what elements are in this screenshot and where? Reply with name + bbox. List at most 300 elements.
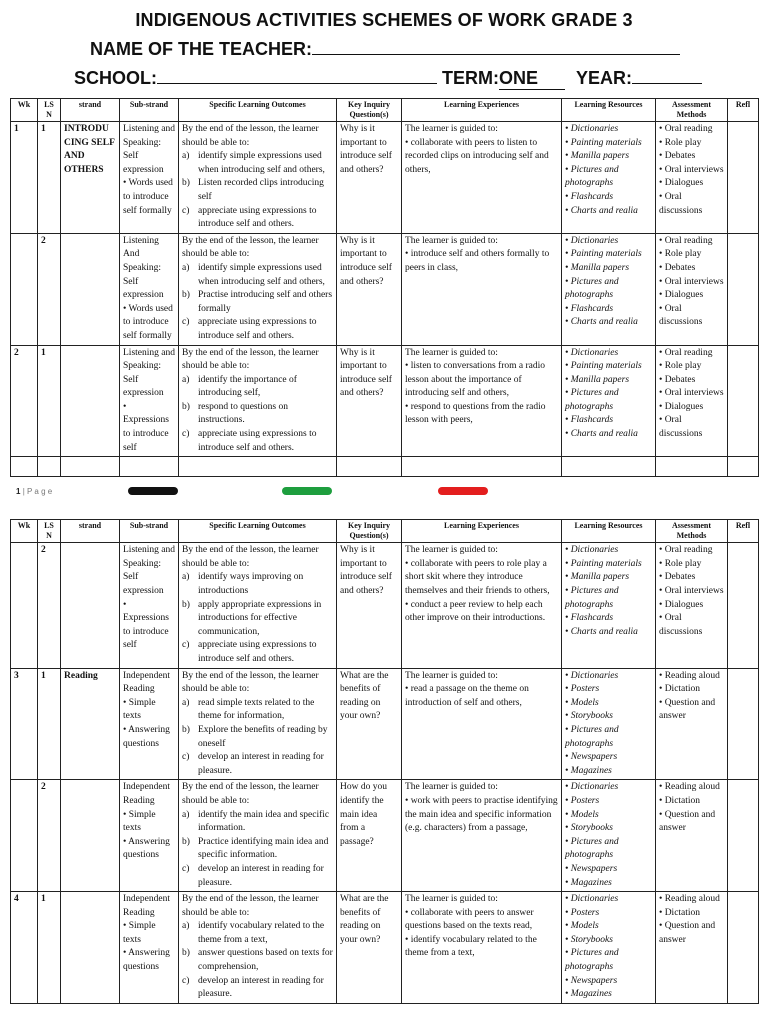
experience-line: The learner is guided to: xyxy=(405,894,498,905)
resource-item: • Charts and realia xyxy=(565,429,638,440)
strand-cell: Reading xyxy=(61,668,120,780)
outcome-text: identify the main idea and specific information. xyxy=(198,809,330,834)
column-header-learning-experiences: Learning Experiences xyxy=(402,520,562,543)
assessment-item: • Oral discussions xyxy=(659,415,703,440)
outcomes-intro: By the end of the lesson, the learner should be able to: xyxy=(182,545,319,569)
resource-item: • Manilla papers xyxy=(565,262,630,273)
outcome-text: appreciate using expressions to introduce self and others. xyxy=(198,640,317,664)
column-header-strand: strand xyxy=(61,520,120,543)
assessment-item: • Role play xyxy=(659,558,702,569)
substrand-line: • Simple texts xyxy=(123,921,156,945)
page-number-label xyxy=(16,487,52,496)
page-label: | P a g e xyxy=(22,487,53,497)
lesson-cell: 1 xyxy=(38,892,61,1004)
scheme-table-1 xyxy=(10,98,759,477)
assessment-item: • Reading aloud xyxy=(659,782,720,793)
empty-cell xyxy=(11,457,38,477)
column-header-key-inquiry-questions: Key Inquiry Question(s) xyxy=(337,99,402,122)
teacher-name-line xyxy=(0,39,768,60)
column-header-wk: Wk xyxy=(11,99,38,122)
resource-item: • Painting materials xyxy=(565,558,642,569)
green-bar-decoration xyxy=(282,487,332,495)
outcome-item xyxy=(182,374,333,401)
resource-item: • Flashcards xyxy=(565,613,614,624)
experience-line: The learner is guided to: xyxy=(405,782,498,793)
resource-item: • Magazines xyxy=(565,989,612,1000)
assessment-item: • Question and answer xyxy=(659,921,716,945)
resource-item: • Posters xyxy=(565,684,600,695)
outcome-text: identify vocabulary related to the theme from a text, xyxy=(198,921,325,945)
resource-item: • Painting materials xyxy=(565,249,642,260)
substrand-line: • Simple texts xyxy=(123,697,156,722)
resource-item: • Dictionaries xyxy=(565,670,619,681)
experience-line: The learner is guided to: xyxy=(405,670,498,681)
column-header-key-inquiry-questions: Key Inquiry Question(s) xyxy=(337,520,402,543)
document-header xyxy=(0,0,768,90)
assessment-item: • Oral discussions xyxy=(659,303,703,328)
resource-item: • Magazines xyxy=(565,877,612,888)
outcome-text: answer questions based on texts for comprehension, xyxy=(198,948,333,973)
week-cell: 4 xyxy=(11,892,38,1004)
substrand-line: • Answering questions xyxy=(123,948,170,973)
empty-row xyxy=(11,457,759,477)
substrand-line: • Answering questions xyxy=(123,724,170,749)
resource-item: • Dictionaries xyxy=(565,347,619,358)
outcome-label: a) xyxy=(182,572,190,583)
resource-item: • Newspapers xyxy=(565,975,618,986)
outcome-item xyxy=(182,724,333,751)
outcome-text: apply appropriate expressions in introductions for effective communication, xyxy=(198,599,322,637)
outcome-item xyxy=(182,751,333,778)
assessment-cell xyxy=(656,345,728,457)
learning-resources-cell xyxy=(562,345,656,457)
learning-resources-cell xyxy=(562,122,656,234)
experience-line: • collaborate with peers to listen to recorded clips on introducing self and others, xyxy=(405,137,549,175)
outcome-label: b) xyxy=(182,290,190,301)
inquiry-question-cell: Why is it important to introduce self and others? xyxy=(337,233,402,345)
year-label: YEAR: xyxy=(576,68,633,88)
substrand-line: • Words used to introduce self formally xyxy=(123,303,173,341)
assessment-item: • Oral reading xyxy=(659,124,713,134)
outcome-text: Listen recorded clips introducing self xyxy=(198,178,324,202)
assessment-item: • Role play xyxy=(659,361,702,372)
substrand-line: Independent Reading xyxy=(123,894,170,918)
assessment-cell xyxy=(656,892,728,1004)
experience-line: • introduce self and others formally to peers in class, xyxy=(405,249,550,273)
resource-item: • Charts and realia xyxy=(565,317,638,328)
substrand-line: • xyxy=(123,401,127,412)
strand-cell xyxy=(61,233,120,345)
substrand-line: Listening and Speaking: xyxy=(123,347,175,372)
outcome-item xyxy=(182,639,333,666)
assessment-item: • Oral interviews xyxy=(659,164,724,175)
resource-item: • Flashcards xyxy=(565,303,614,314)
school-label: SCHOOL: xyxy=(74,68,157,88)
substrand-line: Expressions to introduce self xyxy=(123,415,169,453)
substrand-cell xyxy=(120,780,179,892)
inquiry-question-cell: What are the benefits of reading on your own? xyxy=(337,668,402,780)
outcomes-cell xyxy=(179,543,337,668)
outcome-label: c) xyxy=(182,863,190,874)
week-cell: 1 xyxy=(11,122,38,234)
outcome-text: read simple texts related to the theme for information, xyxy=(198,697,315,722)
substrand-cell xyxy=(120,543,179,668)
column-header-lsn: LS N xyxy=(38,520,61,543)
outcome-item xyxy=(182,863,333,890)
resource-item: • Newspapers xyxy=(565,863,618,874)
learning-resources-cell xyxy=(562,780,656,892)
term-label: TERM: xyxy=(442,68,500,88)
outcomes-cell xyxy=(179,780,337,892)
assessment-cell xyxy=(656,122,728,234)
column-header-strand: strand xyxy=(61,99,120,122)
table-row xyxy=(11,345,759,457)
resource-item: • Painting materials xyxy=(565,361,642,372)
assessment-item: • Reading aloud xyxy=(659,894,720,905)
outcome-text: Explore the benefits of reading by oneself xyxy=(198,724,328,749)
outcome-label: a) xyxy=(182,809,190,820)
outcome-label: b) xyxy=(182,401,190,412)
outcome-label: b) xyxy=(182,599,190,610)
outcome-text: develop an interest in reading for pleasure. xyxy=(198,863,324,888)
resource-item: • Models xyxy=(565,809,599,820)
resource-item: • Painting materials xyxy=(565,137,642,148)
outcomes-cell xyxy=(179,345,337,457)
learning-resources-cell xyxy=(562,892,656,1004)
outcome-text: identify the importance of introducing self, xyxy=(198,374,297,399)
school-term-year-line xyxy=(0,68,768,90)
outcome-label: b) xyxy=(182,178,190,189)
week-cell: 3 xyxy=(11,668,38,780)
column-header-sub-strand: Sub-strand xyxy=(120,99,179,122)
red-bar-decoration xyxy=(438,487,488,495)
outcome-text: appreciate using expressions to introduce self and others. xyxy=(198,205,317,230)
outcome-item xyxy=(182,697,333,724)
assessment-item: • Dialogues xyxy=(659,401,704,412)
lesson-cell: 1 xyxy=(38,345,61,457)
resource-item: • Dictionaries xyxy=(565,894,619,905)
reflection-cell xyxy=(728,345,759,457)
outcome-item xyxy=(182,401,333,428)
substrand-line: Self expression xyxy=(123,276,164,301)
page-number: 1 xyxy=(16,487,21,497)
outcomes-cell xyxy=(179,122,337,234)
learning-resources-cell xyxy=(562,233,656,345)
outcome-label: a) xyxy=(182,697,190,708)
column-header-learning-resources: Learning Resources xyxy=(562,99,656,122)
strand-cell: INTRODU CING SELF AND OTHERS xyxy=(61,122,120,234)
resource-item: • Pictures and photographs xyxy=(565,724,619,749)
outcome-text: identify ways improving on introductions xyxy=(198,572,304,597)
empty-cell xyxy=(38,457,61,477)
outcome-text: Practise introducing self and others formally xyxy=(198,290,333,314)
table-row xyxy=(11,892,759,1004)
substrand-line: Self expression xyxy=(123,151,164,175)
assessment-item: • Oral discussions xyxy=(659,613,703,637)
outcome-text: respond to questions on instructions. xyxy=(198,401,288,426)
substrand-line: • Simple texts xyxy=(123,809,156,834)
outcome-item xyxy=(182,836,333,863)
outcome-item xyxy=(182,289,333,316)
strand-cell xyxy=(61,892,120,1004)
assessment-item: • Question and answer xyxy=(659,697,716,722)
inquiry-question-cell: What are the benefits of reading on your own? xyxy=(337,892,402,1004)
learning-experiences-cell xyxy=(402,122,562,234)
substrand-line: Self expression xyxy=(123,374,164,399)
outcome-label: c) xyxy=(182,429,190,440)
outcomes-cell xyxy=(179,892,337,1004)
reflection-cell xyxy=(728,543,759,668)
inquiry-question-cell: Why is it important to introduce self and others? xyxy=(337,543,402,668)
resource-item: • Pictures and photographs xyxy=(565,586,619,610)
lesson-cell: 1 xyxy=(38,122,61,234)
reflection-cell xyxy=(728,122,759,234)
outcome-label: b) xyxy=(182,724,190,735)
assessment-cell xyxy=(656,233,728,345)
outcome-label: a) xyxy=(182,374,190,385)
resource-item: • Flashcards xyxy=(565,191,614,202)
strand-cell xyxy=(61,345,120,457)
resource-item: • Charts and realia xyxy=(565,205,638,216)
substrand-line: Listening and Speaking: xyxy=(123,545,175,569)
outcome-item xyxy=(182,205,333,232)
term-value: ONE xyxy=(499,68,565,90)
assessment-cell xyxy=(656,668,728,780)
week-cell xyxy=(11,543,38,668)
outcome-item xyxy=(182,920,333,947)
outcome-label: a) xyxy=(182,262,190,273)
outcome-item xyxy=(182,428,333,455)
reflection-cell xyxy=(728,668,759,780)
outcomes-intro: By the end of the lesson, the learner should be able to: xyxy=(182,235,319,260)
assessment-item: • Question and answer xyxy=(659,809,716,834)
substrand-line: • Words used to introduce self formally xyxy=(123,178,173,216)
column-header-wk: Wk xyxy=(11,520,38,543)
column-header-learning-resources: Learning Resources xyxy=(562,520,656,543)
outcomes-cell xyxy=(179,668,337,780)
assessment-item: • Dialogues xyxy=(659,599,704,610)
assessment-cell xyxy=(656,543,728,668)
experience-line: The learner is guided to: xyxy=(405,235,498,246)
substrand-line: Listening And Speaking: xyxy=(123,235,161,273)
outcome-item xyxy=(182,599,333,640)
substrand-cell xyxy=(120,345,179,457)
empty-cell xyxy=(61,457,120,477)
empty-cell xyxy=(656,457,728,477)
inquiry-question-cell: How do you identify the main idea from a passage? xyxy=(337,780,402,892)
lesson-cell: 2 xyxy=(38,233,61,345)
outcome-label: c) xyxy=(182,317,190,328)
outcome-label: c) xyxy=(182,975,190,986)
year-blank xyxy=(632,68,702,84)
resource-item: • Pictures and photographs xyxy=(565,836,619,861)
strand-cell xyxy=(61,543,120,668)
resource-item: • Charts and realia xyxy=(565,626,638,637)
resource-item: • Pictures and photographs xyxy=(565,388,619,412)
resource-item: • Posters xyxy=(565,795,600,806)
outcome-label: c) xyxy=(182,640,190,651)
resource-item: • Manilla papers xyxy=(565,374,630,385)
black-bar-decoration xyxy=(128,487,178,495)
week-cell xyxy=(11,780,38,892)
experience-line: • respond to questions from the radio lesson with peers, xyxy=(405,401,546,426)
learning-experiences-cell xyxy=(402,345,562,457)
empty-cell xyxy=(120,457,179,477)
lesson-cell: 1 xyxy=(38,668,61,780)
assessment-item: • Debates xyxy=(659,262,696,273)
resource-item: • Dictionaries xyxy=(565,235,619,246)
column-header-lsn: LS N xyxy=(38,99,61,122)
resource-item: • Pictures and photographs xyxy=(565,276,619,301)
empty-cell xyxy=(179,457,337,477)
school-blank xyxy=(157,68,437,84)
assessment-item: • Oral reading xyxy=(659,347,713,358)
substrand-line: Expressions to introduce self xyxy=(123,613,169,651)
substrand-cell xyxy=(120,233,179,345)
empty-cell xyxy=(728,457,759,477)
learning-experiences-cell xyxy=(402,233,562,345)
outcome-label: b) xyxy=(182,948,190,959)
resource-item: • Magazines xyxy=(565,765,612,776)
empty-cell xyxy=(402,457,562,477)
outcome-label: c) xyxy=(182,752,190,763)
substrand-line: Self expression xyxy=(123,572,164,597)
assessment-cell xyxy=(656,780,728,892)
outcome-label: a) xyxy=(182,151,190,162)
experience-line: • conduct a peer review to help each other improve on their introductions. xyxy=(405,599,546,624)
experience-line: The learner is guided to: xyxy=(405,545,498,556)
reflection-cell xyxy=(728,780,759,892)
outcomes-intro: By the end of the lesson, the learner should be able to: xyxy=(182,894,319,918)
assessment-item: • Role play xyxy=(659,137,702,148)
substrand-line: Listening and Speaking: xyxy=(123,124,175,148)
learning-experiences-cell xyxy=(402,543,562,668)
column-header-reflection: Refl xyxy=(728,520,759,543)
substrand-line: Independent Reading xyxy=(123,782,170,806)
resource-item: • Dictionaries xyxy=(565,545,619,556)
lesson-cell: 2 xyxy=(38,543,61,668)
outcome-item xyxy=(182,571,333,598)
assessment-item: • Oral reading xyxy=(659,235,713,246)
outcome-text: identify simple expressions used when introducing self and others, xyxy=(198,151,325,175)
outcome-item xyxy=(182,809,333,836)
resource-item: • Posters xyxy=(565,907,600,918)
outcome-item xyxy=(182,316,333,343)
resource-item: • Models xyxy=(565,697,599,708)
learning-resources-cell xyxy=(562,668,656,780)
scheme-table-2 xyxy=(10,519,759,1004)
experience-line: • read a passage on the theme on introduction of self and others, xyxy=(405,684,529,708)
resource-item: • Models xyxy=(565,921,599,932)
substrand-line: Independent Reading xyxy=(123,670,170,695)
column-header-reflection: Refl xyxy=(728,99,759,122)
reflection-cell xyxy=(728,233,759,345)
resource-item: • Flashcards xyxy=(565,415,614,426)
table-row xyxy=(11,780,759,892)
strand-cell xyxy=(61,780,120,892)
outcome-text: appreciate using expressions to introduce self and others. xyxy=(198,429,317,453)
assessment-item: • Oral interviews xyxy=(659,276,724,287)
page-footer xyxy=(10,477,768,519)
inquiry-question-cell: Why is it important to introduce self and others? xyxy=(337,345,402,457)
column-header-assessment-methods: Assessment Methods xyxy=(656,99,728,122)
experience-line: • collaborate with peers to answer questions based on the texts read, xyxy=(405,907,534,932)
assessment-item: • Debates xyxy=(659,572,696,583)
assessment-item: • Dictation xyxy=(659,907,701,918)
assessment-item: • Dialogues xyxy=(659,178,704,189)
resource-item: • Dictionaries xyxy=(565,782,619,793)
outcome-label: a) xyxy=(182,921,190,932)
outcomes-intro: By the end of the lesson, the learner should be able to: xyxy=(182,124,319,148)
table-row xyxy=(11,233,759,345)
outcome-label: b) xyxy=(182,836,190,847)
learning-experiences-cell xyxy=(402,668,562,780)
outcome-item xyxy=(182,262,333,289)
teacher-name-label: NAME OF THE TEACHER: xyxy=(90,39,312,59)
reflection-cell xyxy=(728,892,759,1004)
week-cell xyxy=(11,233,38,345)
table-header-row xyxy=(11,99,759,122)
learning-experiences-cell xyxy=(402,892,562,1004)
lesson-cell: 2 xyxy=(38,780,61,892)
resource-item: • Manilla papers xyxy=(565,151,630,162)
assessment-item: • Debates xyxy=(659,151,696,162)
assessment-item: • Dialogues xyxy=(659,290,704,301)
resource-item: • Manilla papers xyxy=(565,572,630,583)
empty-cell xyxy=(562,457,656,477)
substrand-cell xyxy=(120,668,179,780)
outcomes-cell xyxy=(179,233,337,345)
table-header-row xyxy=(11,520,759,543)
table-row xyxy=(11,668,759,780)
assessment-item: • Oral interviews xyxy=(659,586,724,597)
resource-item: • Pictures and photographs xyxy=(565,948,619,973)
experience-line: The learner is guided to: xyxy=(405,347,498,358)
column-header-specific-learning-outcomes: Specific Learning Outcomes xyxy=(179,99,337,122)
outcome-text: appreciate using expressions to introduce self and others. xyxy=(198,317,317,341)
assessment-item: • Reading aloud xyxy=(659,670,720,681)
column-header-sub-strand: Sub-strand xyxy=(120,520,179,543)
assessment-item: • Debates xyxy=(659,374,696,385)
outcome-item xyxy=(182,150,333,177)
column-header-learning-experiences: Learning Experiences xyxy=(402,99,562,122)
experience-line: • identify vocabulary related to the theme from a text, xyxy=(405,934,537,959)
outcome-item xyxy=(182,947,333,974)
resource-item: • Dictionaries xyxy=(565,124,619,134)
outcomes-intro: By the end of the lesson, the learner should be able to: xyxy=(182,347,319,372)
substrand-line: • Answering questions xyxy=(123,836,170,861)
assessment-item: • Dictation xyxy=(659,795,701,806)
empty-cell xyxy=(337,457,402,477)
document-title: INDIGENOUS ACTIVITIES SCHEMES OF WORK GRADE 3 xyxy=(135,10,633,30)
learning-experiences-cell xyxy=(402,780,562,892)
table-row xyxy=(11,543,759,668)
substrand-cell xyxy=(120,892,179,1004)
assessment-item: • Oral interviews xyxy=(659,388,724,399)
resource-item: • Storybooks xyxy=(565,934,613,945)
experience-line: • work with peers to practise identifying the main idea and specific information (e.g. characters) from a passage, xyxy=(405,795,558,834)
teacher-name-blank xyxy=(312,39,680,55)
substrand-cell xyxy=(120,122,179,234)
experience-line: • collaborate with peers to role play a short skit where they introduce themselves and their friends to others, xyxy=(405,558,550,597)
column-header-assessment-methods: Assessment Methods xyxy=(656,520,728,543)
week-cell: 2 xyxy=(11,345,38,457)
outcome-text: Practice identifying main idea and specific information. xyxy=(198,836,329,861)
assessment-item: • Oral reading xyxy=(659,545,713,556)
outcomes-intro: By the end of the lesson, the learner should be able to: xyxy=(182,782,319,806)
inquiry-question-cell: Why is it important to introduce self and others? xyxy=(337,122,402,234)
outcome-item xyxy=(182,975,333,1002)
